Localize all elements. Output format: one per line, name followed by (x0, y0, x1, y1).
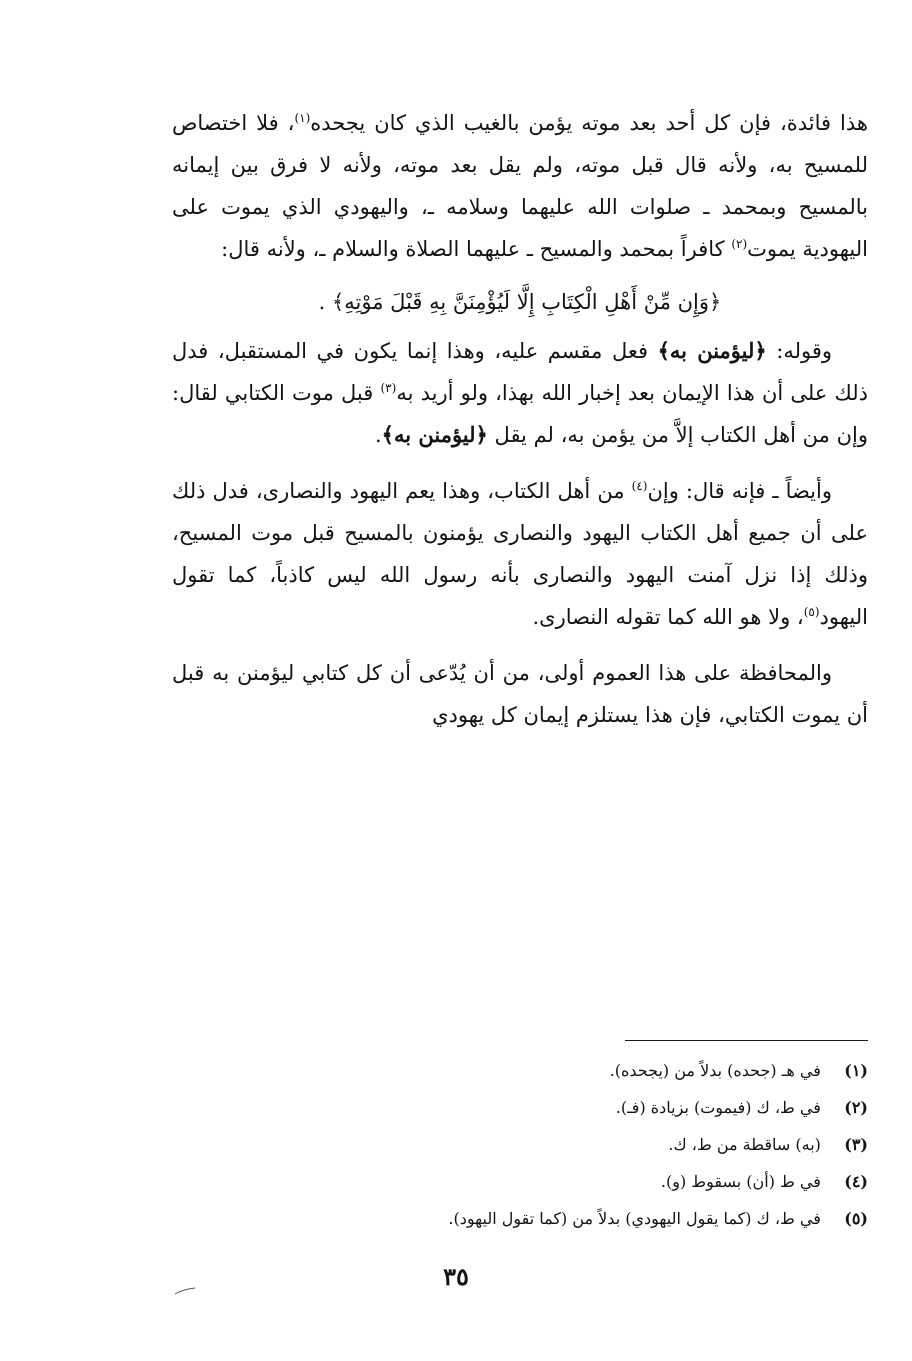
paragraph-4 (172, 652, 868, 736)
quoted-verse-2: ﴿ليؤمنن به﴾ (381, 422, 488, 447)
footnote-text: في ط (أن) بسقوط (و). (660, 1172, 821, 1191)
scan-speck-mark (174, 1287, 196, 1295)
footnote-text: في ط، ك (فيموت) بزيادة (فـ). (615, 1098, 821, 1117)
paragraph-3-text-b: من أهل الكتاب، وهذا يعم اليهود والنصارى، فدل ذلك على أن جميع أهل الكتاب اليهود والنصارى يؤمنون بالمسيح قبل موت المسيح، وذلك إذا نزل آمنت اليهود والنصارى بأنه رسول الله ليس كاذباً، كما تقول اليهود (172, 479, 868, 629)
footnotes-list (172, 1052, 868, 1237)
footnote-number: (٣) (844, 1135, 868, 1154)
footnote-item (172, 1163, 868, 1200)
quran-verse: ﴿وَإِن مِّنْ أَهْلِ الْكِتَابِ إِلَّا لَيُؤْمِنَنَّ بِهِ قَبْلَ مَوْتِهِ﴾ . (318, 290, 722, 314)
paragraph-3-text-a: وأيضاً ـ فإنه قال: وإن (647, 479, 833, 503)
footnote-item (172, 1200, 868, 1237)
footnote-divider (625, 1040, 868, 1041)
page-number: ٣٥ (443, 1262, 469, 1291)
paragraph-2-text-b: فعل مقسم عليه، وهذا إنما يكون في المستقبل، فدل ذلك على أن هذا الإيمان بعد إخبار الله بهذا، ولو أريد به (172, 339, 869, 405)
footnote-text: (به) ساقطة من ط، ك. (668, 1135, 821, 1154)
footnote-ref-4: (٤) (631, 479, 648, 493)
footnote-ref-3: (٣) (380, 381, 397, 395)
footnote-text: في ط، ك (كما يقول اليهودي) بدلاً من (كما تقول اليهود). (448, 1209, 821, 1228)
footnote-ref-1: (١) (294, 111, 311, 125)
paragraph-2-text-c: قبل موت الكتابي لقال: وإن من أهل الكتاب إلاَّ من يؤمن به، لم يقل (172, 381, 868, 447)
footnote-item (172, 1126, 868, 1163)
main-text (172, 102, 868, 736)
footnote-text: في هـ (جحده) بدلاً من (يجحده). (609, 1061, 821, 1080)
footnote-ref-5: (٥) (803, 605, 820, 619)
paragraph-1 (172, 102, 868, 270)
paragraph-4-text: والمحافظة على هذا العموم أولى، من أن يُدّعى أن كل كتابي ليؤمنن به قبل أن يموت الكتابي، فإن هذا يستلزم إيمان كل يهودي (172, 661, 868, 727)
footnote-item (172, 1052, 868, 1089)
footnote-number: (٤) (844, 1172, 868, 1191)
paragraph-1-text-c: كافراً بمحمد والمسيح ـ عليهما الصلاة والسلام ـ، ولأنه قال: (221, 237, 732, 261)
footnote-number: (١) (844, 1061, 868, 1080)
paragraph-2-text-a: وقوله: (766, 339, 833, 363)
paragraph-1-text-b: ، فلا اختصاص للمسيح به، ولأنه قال قبل موته، ولم يقل بعد موته، ولأنه لا فرق بين إيمانه بالمسيح وبمحمد ـ صلوات الله عليهما وسلامه ـ، واليهودي الذي يموت على اليهودية يموت (172, 111, 868, 261)
paragraph-3-text-c: ، ولا هو الله كما تقوله النصارى. (532, 605, 804, 629)
footnote-number: (٢) (844, 1098, 868, 1117)
quoted-verse-1: ﴿ليؤمنن به﴾ (657, 338, 767, 363)
paragraph-1-text-a: هذا فائدة، فإن كل أحد بعد موته يؤمن بالغيب الذي كان يجحده (310, 111, 868, 135)
footnote-ref-2: (٢) (731, 237, 748, 251)
paragraph-2-text-d: . (374, 423, 382, 447)
paragraph-3 (172, 470, 868, 638)
footnote-item (172, 1089, 868, 1126)
footnote-number: (٥) (844, 1209, 868, 1228)
paragraph-2 (172, 330, 868, 456)
